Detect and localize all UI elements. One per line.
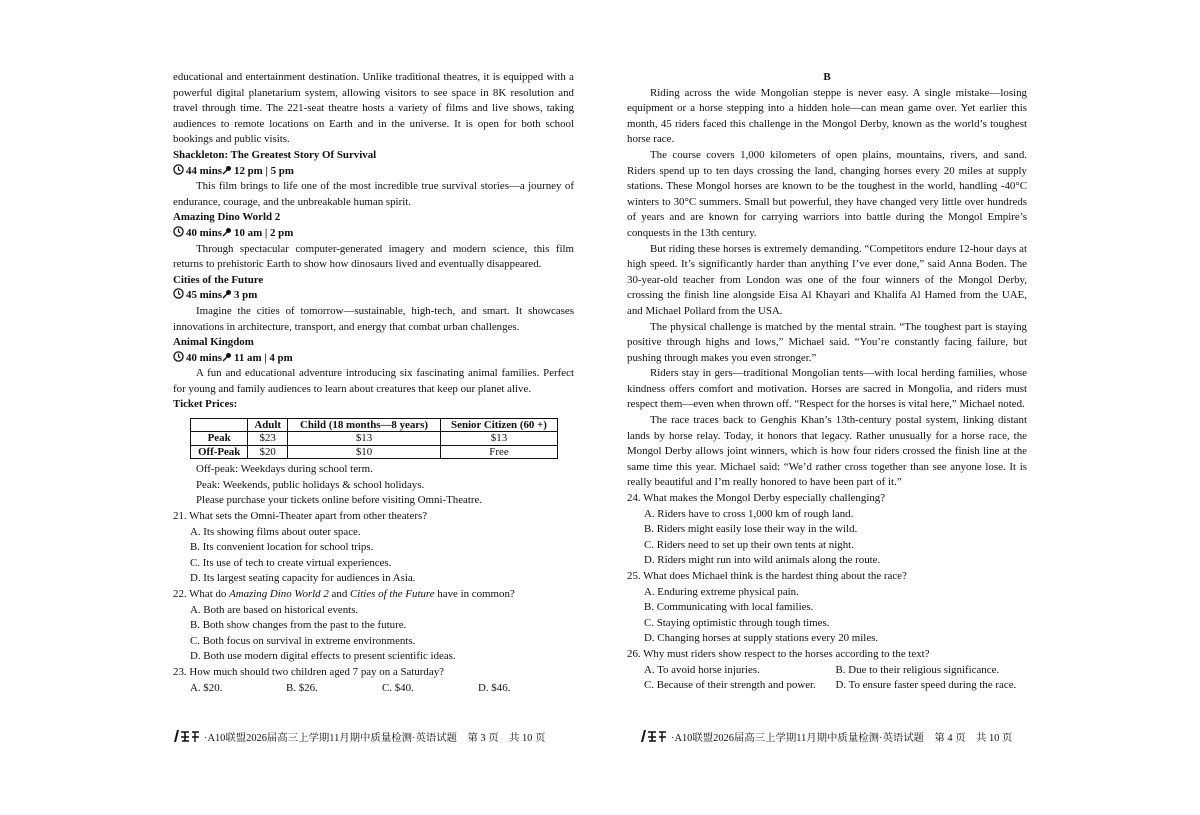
answer-option: A. To avoid horse injuries.: [644, 663, 760, 676]
publisher-logo-icon: [638, 728, 668, 744]
table-cell: $23: [248, 432, 288, 445]
table-header-row: [191, 419, 558, 432]
film-title: Cities of the Future: [173, 273, 264, 286]
film-times: 12 pm | 5 pm: [234, 164, 294, 177]
pin-icon: [222, 289, 232, 299]
footer-left: [171, 728, 545, 744]
question-text: 25. What does Michael think is the hardest thing about the race?: [627, 570, 907, 582]
question-21: [173, 509, 574, 587]
film-times: 11 am | 4 pm: [234, 351, 293, 364]
intro-paragraph: educational and entertainment destination. Unlike traditional theatres, it is equipped with a powerful digital planetarium system, allowing visitors to see space in 8K resolution and travel through time. The 221-seat theatre hosts a variety of films and live shows, taking audiences to remote locations on Earth and in the universe. It is open for both school bookings and public visits.: [173, 71, 574, 146]
table-cell: Off-Peak: [191, 445, 248, 458]
table-header-cell: Adult: [248, 419, 288, 432]
ticket-note: Off-peak: Weekdays during school term.: [196, 463, 373, 476]
table-row: [191, 432, 558, 445]
footer-text: ·A10联盟2026届高三上学期11月期中质量检测·英语试题 第 3 页 共 10 页: [204, 732, 546, 744]
question-24: [627, 491, 1027, 569]
answer-option: A. $20.: [190, 681, 223, 694]
pin-icon: [222, 227, 232, 237]
table-cell: $20: [248, 445, 288, 458]
passage-paragraph: But riding these horses is extremely demanding. “Competitors endure 12-hour days at high speed. It’s significantly harder than anything I’ve ever done,” said Anna Boden. The 30-year-old teacher from London was one of the four winners of the Mongol Derby, crossing the finish line alongside Eisa Al Khayari and Khalifa Al Hamed from the UAE, and Michael Pollard from the USA.: [627, 242, 1027, 317]
film-cities-future: [173, 273, 574, 335]
table-cell: $10: [288, 445, 441, 458]
answer-option: B. Its convenient location for school trips.: [190, 541, 374, 554]
ticket-note: Please purchase your tickets online before visiting Omni-Theatre.: [196, 494, 483, 507]
answer-option: D. $46.: [478, 681, 511, 694]
film-shackleton: [173, 148, 574, 210]
question-25: [627, 569, 1027, 647]
pin-icon: [222, 165, 232, 175]
answer-option: C. Its use of tech to create virtual experiences.: [190, 556, 392, 569]
passage-paragraph: Riding across the wide Mongolian steppe is never easy. A single mistake—losing equipment or a horse stepping into a hidden hole—can mean game over. Yet earlier this month, 45 riders faced this challenge in the Mongol Derby, known as the world’s toughest horse race.: [627, 86, 1027, 146]
question-23: [173, 665, 574, 696]
clock-icon: [173, 288, 184, 299]
film-description: Through spectacular computer-generated imagery and modern science, this film returns to prehistoric Earth to show how dinosaurs lived and eventually disappeared.: [173, 242, 574, 271]
left-column: [173, 70, 574, 696]
question-text: 24. What makes the Mongol Derby especially challenging?: [627, 492, 886, 505]
answer-option: B. $26.: [286, 681, 318, 694]
question-text: 22. What do Amazing Dino World 2 and Cities of the Future have in common?: [173, 588, 515, 601]
answer-option: C. Because of their strength and power.: [644, 679, 816, 692]
section-label: B: [823, 71, 831, 83]
clock-icon: [173, 351, 184, 362]
clock-icon: [173, 226, 184, 237]
passage-paragraph: The physical challenge is matched by the mental strain. “The toughest part is staying positive through highs and lows,” Michael said. “You’re constantly facing failure, but pushing through makes you even stronger.”: [627, 320, 1027, 364]
question-text: 23. How much should two children aged 7 pay on a Saturday?: [173, 666, 444, 678]
answer-option: C. Staying optimistic through tough times.: [644, 616, 830, 629]
table-cell: $13: [288, 432, 441, 445]
table-cell: $13: [440, 432, 557, 445]
film-description: A fun and educational adventure introducing six fascinating animal families. Perfect for young and family audiences to learn about creatures that keep our planet alive.: [173, 367, 574, 395]
film-dino-world: [173, 210, 574, 272]
answer-option: C. $40.: [382, 681, 414, 694]
answer-option: D. To ensure faster speed during the race.: [835, 679, 1017, 692]
film-title: Animal Kingdom: [173, 336, 254, 349]
film-title: Shackleton: The Greatest Story Of Survival: [173, 148, 377, 161]
answer-option: A. Enduring extreme physical pain.: [644, 585, 799, 598]
answer-option: D. Riders might run into wild animals along the route.: [644, 554, 881, 567]
ticket-note: Peak: Weekends, public holidays & school holidays.: [196, 478, 425, 491]
table-cell: Peak: [191, 432, 248, 445]
film-times: 3 pm: [234, 289, 258, 302]
answer-option: C. Riders need to set up their own tents at night.: [644, 538, 854, 551]
question-text: 21. What sets the Omni-Theater apart from other theaters?: [173, 510, 428, 523]
film-duration: 45 mins: [186, 289, 223, 302]
publisher-logo-icon: [171, 728, 201, 744]
answer-option: A. Riders have to cross 1,000 km of rough land.: [644, 507, 854, 520]
answer-option: C. Both focus on survival in extreme environments.: [190, 634, 416, 647]
film-description: Imagine the cities of tomorrow—sustainable, high-tech, and smart. It showcases innovations in architecture, transport, and energy that combat urban challenges.: [173, 304, 574, 333]
passage-paragraph: The race traces back to Genghis Khan’s 13th-century postal system, linking distant lands by horse relay. Today, it honors that legacy. Rather unusually for a horse race, the Mongol Derby allows joint winners, which is how four riders crossed the finish line at the same time this year. Michael said: “We’d rather cross together than see anyone lose. It is really beautiful and I’m really honored to have been part of it.”: [627, 414, 1027, 489]
answer-option: B. Due to their religious significance.: [835, 663, 1000, 676]
answer-option: A. Its showing films about outer space.: [190, 525, 361, 538]
ticket-heading: Ticket Prices:: [173, 398, 238, 411]
film-duration: 44 mins: [186, 164, 223, 177]
answer-option: D. Changing horses at supply stations every 20 miles.: [644, 632, 879, 645]
film-duration: 40 mins: [186, 351, 223, 364]
question-text: 26. Why must riders show respect to the horses according to the text?: [627, 647, 930, 660]
footer-text: ·A10联盟2026届高三上学期11月期中质量检测·英语试题 第 4 页 共 10 页: [671, 732, 1013, 744]
table-cell: Free: [440, 445, 557, 458]
question-26: [627, 647, 1027, 694]
pin-icon: [222, 352, 232, 362]
film-title: Amazing Dino World 2: [173, 211, 281, 224]
right-column: [627, 70, 1027, 694]
film-times: 10 am | 2 pm: [234, 226, 294, 239]
film-description: This film brings to life one of the most incredible true survival stories—a journey of endurance, courage, and the unbreakable human spirit.: [173, 180, 574, 208]
ticket-price-table: [190, 418, 558, 459]
answer-option: D. Its largest seating capacity for audiences in Asia.: [190, 572, 416, 585]
answer-option: A. Both are based on historical events.: [190, 603, 359, 616]
passage-paragraph: Riders stay in gers—traditional Mongolian tents—with local herding families, whose kindness offers comfort and motivation. Horses are sacred in Mongolia, and riders must respect them—even when thrown off. “Respect for the horses is vital here,” Michael noted.: [627, 367, 1027, 411]
question-22: [173, 587, 574, 665]
table-header-cell: Child (18 months—8 years): [288, 419, 441, 432]
footer-right: [638, 728, 1012, 744]
passage-paragraph: The course covers 1,000 kilometers of open plains, mountains, rivers, and sand. Riders spend up to ten days crossing the land, changing horses every 20 miles at supply stations. These Mongol horses are known to be the toughest in the world, handling -40°C winters to 30°C summers. Small but powerful, they have changed very little over hundreds of years and are known for carrying warriors into battle during the Mongol Empire’s conquests in the 13th century.: [627, 148, 1027, 239]
answer-option: B. Communicating with local families.: [644, 601, 814, 614]
answer-option: B. Riders might easily lose their way in the wild.: [644, 523, 858, 536]
table-row: [191, 445, 558, 458]
film-duration: 40 mins: [186, 226, 223, 239]
answer-option: B. Both show changes from the past to the future.: [190, 619, 407, 632]
film-animal-kingdom: [173, 335, 574, 397]
table-header-cell: Senior Citizen (60 +): [440, 419, 557, 432]
table-header-cell: [191, 419, 248, 432]
answer-option: D. Both use modern digital effects to present scientific ideas.: [190, 650, 456, 663]
clock-icon: [173, 164, 184, 175]
